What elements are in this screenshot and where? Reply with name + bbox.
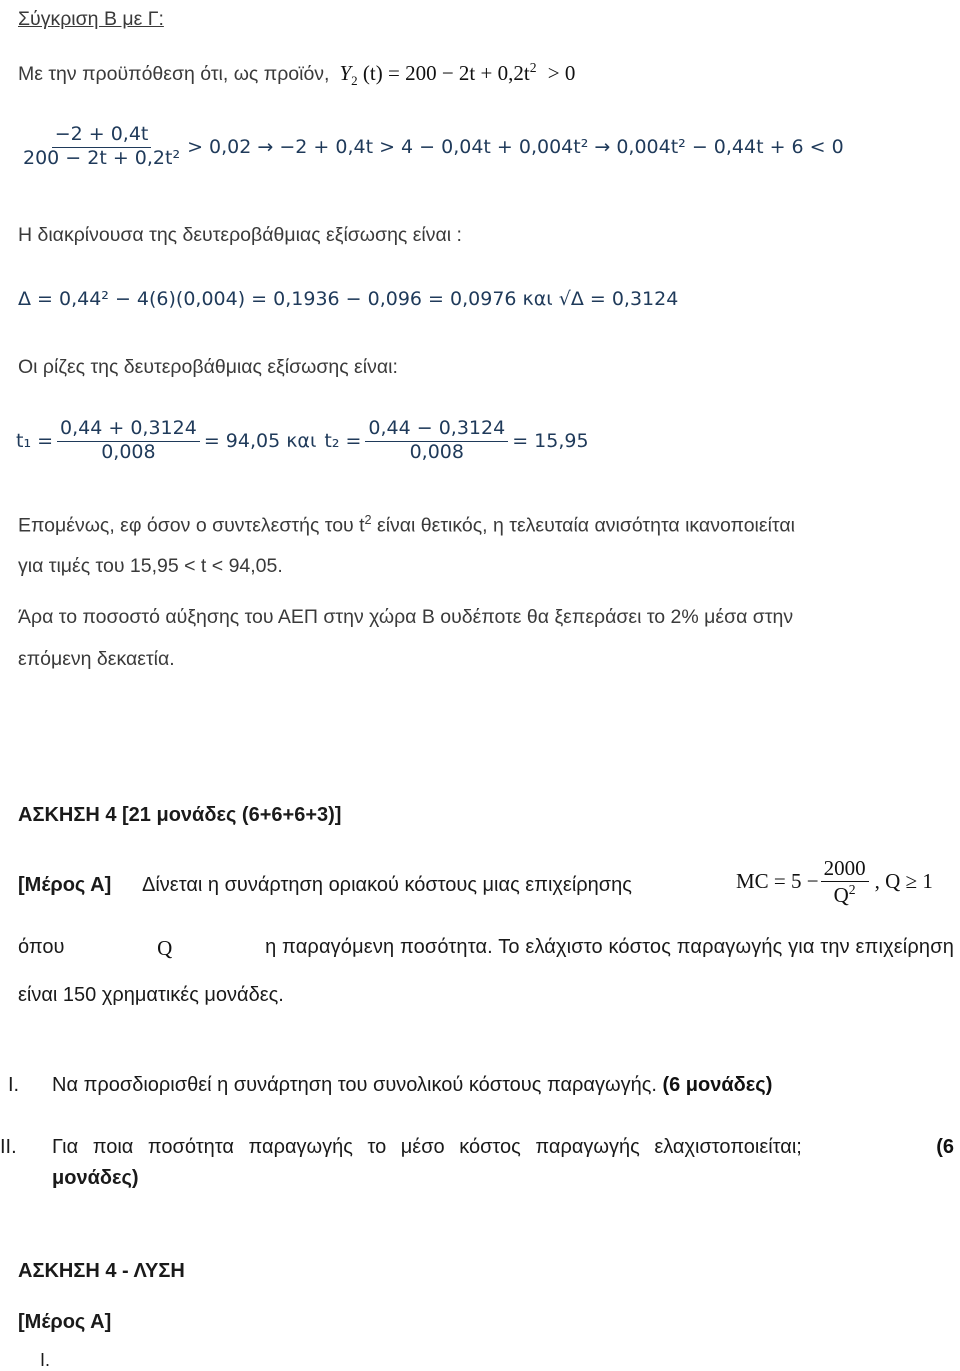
t2-value: = 15,95 [512,429,589,452]
mc-den-exp: 2 [848,882,856,898]
mc-denominator [831,882,859,907]
formula-rhs: = 200 − 2t + 0,2t [388,61,530,85]
t1-value: = 94,05 και [203,429,317,452]
t1-denominator: 0,008 [101,440,156,463]
question-1 [52,1074,772,1097]
formula-exp: 2 [529,60,537,75]
mc-formula [736,856,933,907]
where-b: η παραγόμενη ποσότητα. Το ελάχιστο κόστος παραγωγής για την επιχείρηση [265,936,954,958]
formula-y: Y [339,61,352,85]
question-2-points-b: μονάδες) [52,1167,139,1189]
conclusion-line-2: για τιμές του 15,95 < t < 94,05. [18,555,283,577]
question-1-text: Να προσδιορισθεί η συνάρτηση του συνολικού κόστους παραγωγής. [52,1074,657,1096]
question-2-line-1 [52,1136,954,1159]
conclusion-line-4: επόμενη δεκαετία. [18,648,175,670]
where-a: όπου [18,936,65,958]
ineq-fraction [20,124,183,170]
ineq-denominator: 200 − 2t + 0,2t² [23,146,181,169]
mc-lhs: MC = 5 − [736,869,819,894]
intro-line [18,60,575,89]
ineq-rest: > 0,02 → −2 + 0,4t > 4 − 0,04t + 0,004t² → 0,004t² − 0,44t + 6 < 0 [187,135,844,158]
where-line-2: είναι 150 χρηματικές μονάδες. [18,984,284,1006]
exercise-title: ΑΣΚΗΣΗ 4 [21 μονάδες (6+6+6+3)] [18,804,342,826]
ineq-numerator: −2 + 0,4t [52,124,152,148]
t2-numerator: 0,44 − 0,3124 [365,418,508,442]
conclusion-line-1b: είναι θετικός, η τελευταία ανισότητα ικανοποιείται [371,514,795,537]
where-q: Q [157,936,173,960]
mc-numerator: 2000 [821,856,869,882]
mc-fraction [821,856,869,907]
discriminant-intro: Η διακρίνουσα της δευτεροβάθμιας εξίσωσης είναι : [18,224,462,246]
conclusion-line-1 [18,513,795,538]
roots-formula [16,418,589,464]
discriminant-formula: Δ = 0,44² − 4(6)(0,004) = 0,1936 − 0,096 = 0,0976 και √Δ = 0,3124 [18,288,679,310]
conclusion-exp: 2 [364,513,372,527]
question-2-text: Για ποια ποσότητα παραγωγής το μέσο κόστος παραγωγής ελαχιστοποιείται; [52,1136,802,1158]
solution-title: ΑΣΚΗΣΗ 4 - ΛΥΣΗ [18,1260,185,1282]
part-a-text: Δίνεται η συνάρτηση οριακού κόστους μιας επιχείρησης [142,874,632,896]
t1-numerator: 0,44 + 0,3124 [57,418,200,442]
conclusion-line-1a: Επομένως, εφ όσον ο συντελεστής του t [18,514,365,537]
question-1-number: I. [8,1074,20,1096]
t2-denominator: 0,008 [409,440,464,463]
t2-fraction [365,418,508,464]
t1-fraction [57,418,200,464]
part-a-label: [Μέρος Α] [18,874,112,896]
solution-item: I. [40,1350,51,1370]
formula-sub: 2 [351,73,358,89]
question-1-points: (6 μονάδες) [662,1074,773,1096]
intro-text: Με την προϋπόθεση ότι, ως προϊόν, [18,62,330,85]
formula-tail: > 0 [547,61,576,85]
question-2-points-a: (6 [936,1136,954,1158]
where-line-1 [18,936,954,961]
solution-part-label: [Μέρος Α] [18,1311,112,1333]
inequality-line [16,124,844,170]
section-title: Σύγκριση Β με Γ: [18,8,164,30]
t2-label: t₂ = [324,429,362,452]
mc-condition: , Q ≥ 1 [874,869,933,894]
conclusion-line-3: Άρα το ποσοστό αύξησης του ΑΕΠ στην χώρα Β ουδέποτε θα ξεπεράσει το 2% μέσα στην [18,606,794,628]
formula-arg: (t) [362,61,383,85]
intro-formula [339,60,575,89]
mc-den-q: Q [833,883,849,908]
question-2-number: II. [0,1136,17,1158]
roots-intro: Οι ρίζες της δευτεροβάθμιας εξίσωσης είναι: [18,356,398,378]
t1-label: t₁ = [16,429,54,452]
